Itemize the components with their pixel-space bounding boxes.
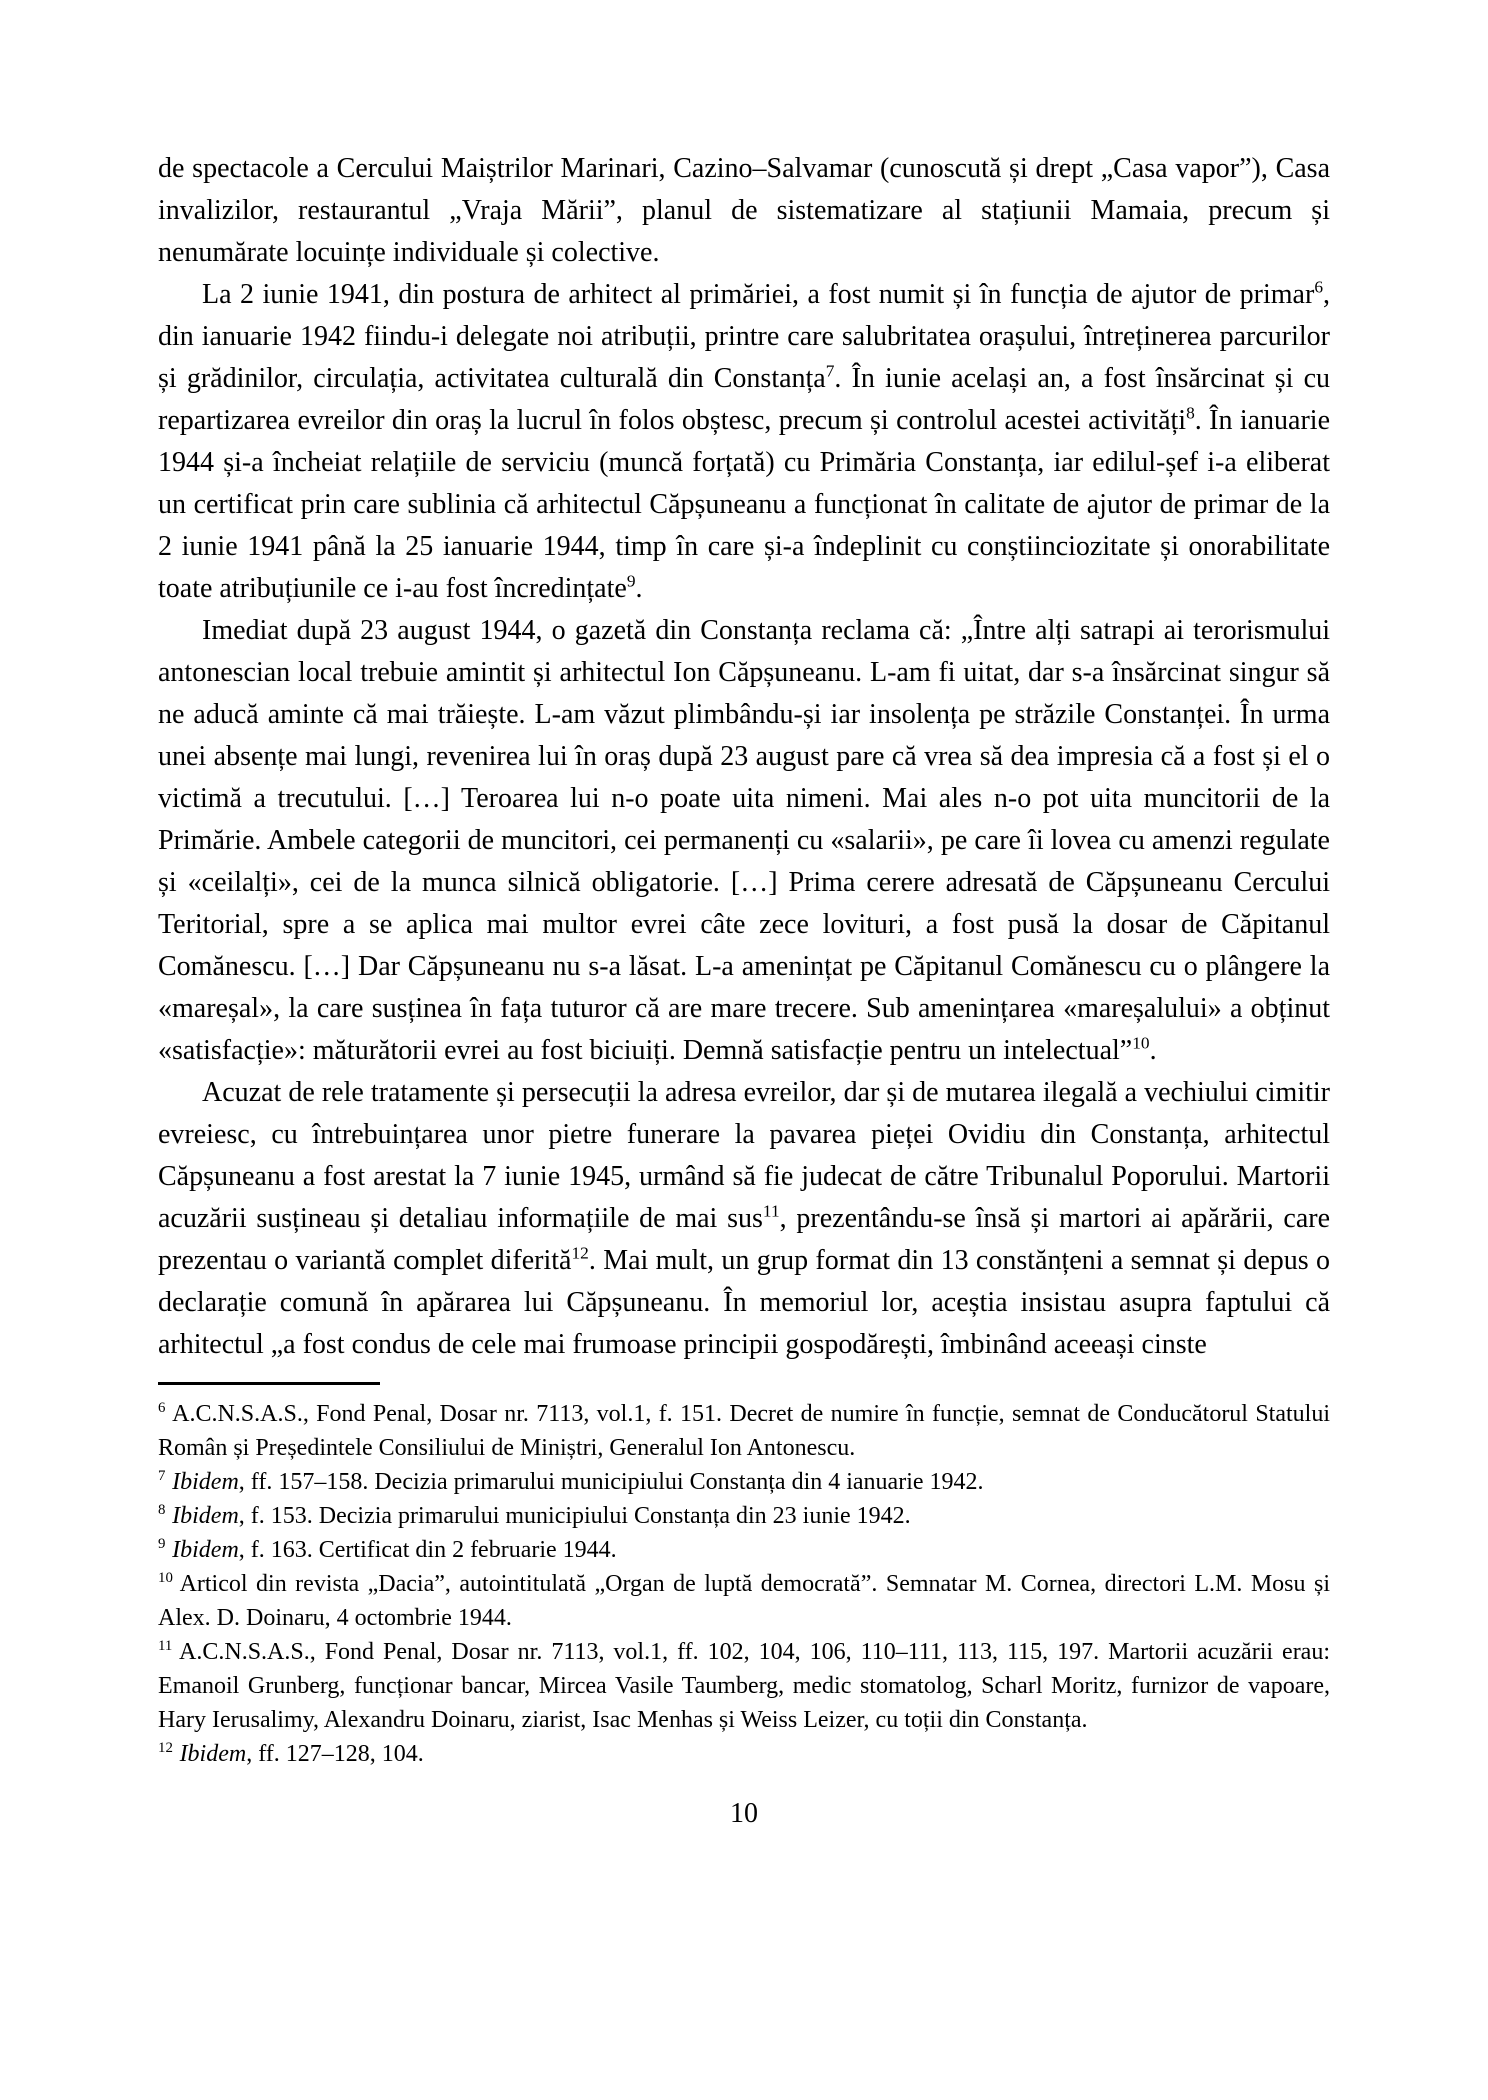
footnote xyxy=(158,1533,1330,1567)
text-segment: . Mai mult, un grup format din 13 constănțeni a semnat și depus o declarație comună în apărarea lui Căpșuneanu. În memoriul lor, aceștia insistau asupra faptului că arhitectul „a fost condus de cele mai frumoase principii gospodărești, îmbinând aceeași cinste xyxy=(158,1245,1331,1360)
text-segment: . xyxy=(635,573,643,604)
footnote-reference: 6 xyxy=(1314,277,1323,297)
text-segment: . În ianuarie 1944 și-a încheiat relațiile de serviciu (muncă forțată) cu Primăria Constanța, iar edilul-șef i-a eliberat un certificat prin care sublinia că arhitectul Căpșuneanu a funcționat în calitate de ajutor de primar de la 2 iunie 1941 până la 25 ianuarie 1944, timp în care și-a îndeplinit cu conștiinciozitate și onorabilitate toate atribuțiunile ce i-au fost încredințate xyxy=(158,405,1330,604)
text-segment: Acuzat de rele tratamente și persecuții la adresa evreilor, dar și de mutarea ilegală a vechiului cimitir evreiesc, cu întrebuințarea unor pietre funerare la pavarea pieței Ovidiu din Constanța, arhitectul Căpșuneanu a fost arestat la 7 iunie 1945, urmând să fie judecat de către Tribunalul Poporului. Martorii acuzării susțineau și detaliau informațiile de mai sus xyxy=(158,1077,1330,1234)
text-segment: A.C.N.S.A.S., Fond Penal, Dosar nr. 7113, vol.1, ff. 102, 104, 106, 110–111, 113, 115, 197. Martorii acuzării erau: Emanoil Grunberg, funcționar bancar, Mircea Vasile Taumberg, medic stomatolog, Scharl Moritz, furnizor de vapoare, Hary Ierusalimy, Alexandru Doinaru, ziarist, Isac Menhas și Weiss Leizer, cu toții din Constanța. xyxy=(158,1639,1330,1733)
footnote-reference: 12 xyxy=(571,1243,589,1263)
paragraph xyxy=(158,148,1330,274)
text-segment: . xyxy=(1149,1035,1157,1066)
footnote-marker: 8 xyxy=(158,1502,166,1518)
italic-text: Ibidem xyxy=(172,1503,239,1529)
text-segment: A.C.N.S.A.S., Fond Penal, Dosar nr. 7113, vol.1, f. 151. Decret de numire în funcție, semnat de Conducătorul Statului Român și Președintele Consiliului de Miniștri, Generalul Ion Antonescu. xyxy=(158,1401,1330,1461)
footnote xyxy=(158,1397,1330,1465)
text-segment: , prezentându-se însă și martori ai apărării, care prezentau o variantă complet diferită xyxy=(158,1203,1330,1276)
text-segment: , ff. 157–158. Decizia primarului municipiului Constanța din 4 ianuarie 1942. xyxy=(238,1469,984,1495)
italic-text: Ibidem xyxy=(179,1741,247,1767)
text-segment: de spectacole a Cercului Maiștrilor Marinari, Cazino–Salvamar (cunoscută și drept „Casa vapor”), Casa invalizilor, restaurantul „Vraja Mării”, planul de sistematizare al stațiunii Mamaia, precum și nenumărate locuințe individuale și colective. xyxy=(158,153,1330,268)
text-segment: Imediat după 23 august 1944, o gazetă din Constanța reclama că: „Între alți satrapi ai terorismului antonescian local trebuie amintit și arhitectul Ion Căpșuneanu. L-am fi uitat, dar s-a însărcinat singur să ne aducă aminte că mai trăiește. L-am văzut plimbându-și iar insolența pe străzile Constanței. În urma unei absențe mai lungi, revenirea lui în oraș după 23 august pare că vrea să dea impresia că a fost și el o victimă a trecutului. […] Teroarea lui n-o poate uita nimeni. Mai ales n-o pot uita muncitorii de la Primărie. Ambele categorii de muncitori, cei permanenți cu «salarii», pe care îi lovea cu amenzi regulate și «ceilalți», cei de la munca silnică obligatorie. […] Prima cerere adresată de Căpșuneanu Cercului Teritorial, spre a se aplica mai multor evrei câte zece lovituri, a fost pusă la dosar de Căpitanul Comănescu. […] Dar Căpșuneanu nu s-a lăsat. L-a amenințat pe Căpitanul Comănescu cu o plângere la «mareșal», la care susținea în fața tuturor că are mare trecere. Sub amenințarea «mareșalului» a obținut «satisfacție»: măturătorii evrei au fost biciuiți. Demnă satisfacție pentru un intelectual” xyxy=(158,615,1330,1066)
text-segment: , f. 153. Decizia primarului municipiului Constanța din 23 iunie 1942. xyxy=(238,1503,911,1529)
footnote-reference: 9 xyxy=(626,571,636,591)
text-segment: , ff. 127–128, 104. xyxy=(246,1741,424,1767)
text-segment: La 2 iunie 1941, din postura de arhitect al primăriei, a fost numit și în funcția de ajutor de primar xyxy=(202,279,1315,310)
text-segment: . În iunie același an, a fost însărcinat și cu repartizarea evreilor din oraș la lucrul în folos obștesc, precum și controlul acestei activități xyxy=(158,363,1330,436)
footnote-reference: 8 xyxy=(1186,403,1195,423)
text-segment: Articol din revista „Dacia”, autointitulată „Organ de luptă democrată”. Semnatar M. Cornea, directori L.M. Mosu și Alex. D. Doinaru, 4 octombrie 1944. xyxy=(158,1571,1330,1631)
footnote xyxy=(158,1635,1330,1737)
footnote xyxy=(158,1465,1330,1499)
footnote-marker: 9 xyxy=(158,1536,166,1552)
paragraph xyxy=(158,1072,1330,1366)
footnote-separator xyxy=(158,1382,380,1385)
footnote xyxy=(158,1499,1330,1533)
footnote xyxy=(158,1567,1330,1635)
footnote-marker: 6 xyxy=(158,1400,166,1416)
footnote-marker: 7 xyxy=(158,1468,166,1484)
italic-text: Ibidem xyxy=(172,1537,239,1563)
body-text xyxy=(158,148,1330,1366)
footnote xyxy=(158,1737,1330,1771)
paragraph xyxy=(158,610,1330,1072)
footnote-marker: 12 xyxy=(158,1740,173,1756)
footnote-marker: 11 xyxy=(158,1638,173,1654)
italic-text: Ibidem xyxy=(172,1469,239,1495)
page-number: 10 xyxy=(730,1798,758,1829)
text-segment: , din ianuarie 1942 fiindu-i delegate noi atribuții, printre care salubritatea orașului, întreținerea parcurilor și grădinilor, circulația, activitatea culturală din Constanța xyxy=(158,279,1330,394)
footnote-reference: 7 xyxy=(825,361,835,381)
footnote-marker: 10 xyxy=(158,1570,173,1586)
footnote-reference: 11 xyxy=(762,1201,780,1221)
footnote-reference: 10 xyxy=(1132,1033,1150,1053)
footnotes xyxy=(158,1397,1330,1771)
paragraph xyxy=(158,274,1330,610)
text-segment: , f. 163. Certificat din 2 februarie 1944. xyxy=(238,1537,617,1563)
